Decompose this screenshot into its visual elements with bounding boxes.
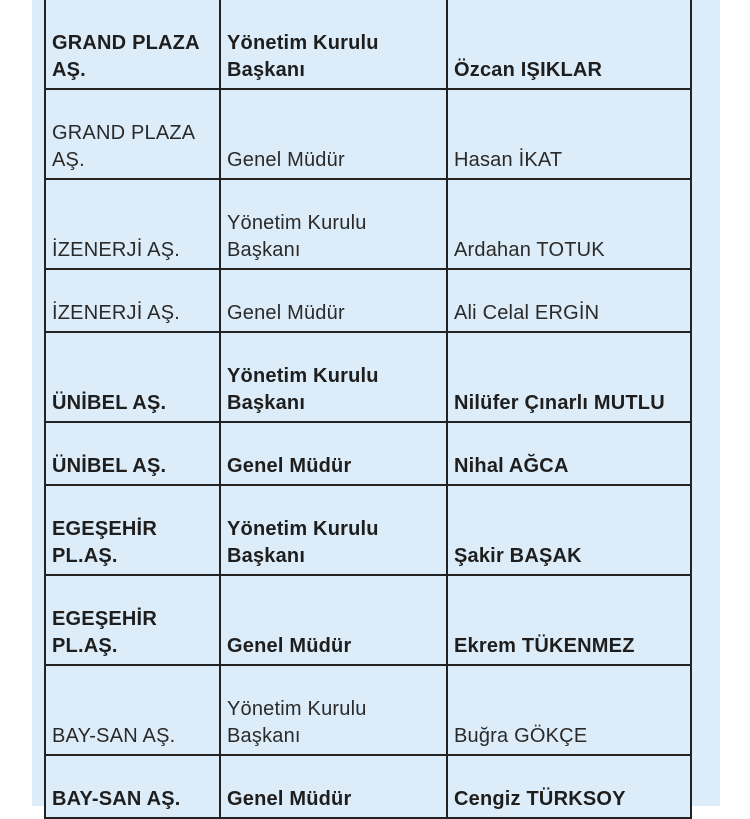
- table-row: [45, 422, 691, 485]
- person-name-cell: Hasan İKAT: [447, 89, 691, 179]
- position-cell: Genel Müdür: [220, 755, 447, 818]
- person-name-cell: Ardahan TOTUK: [447, 179, 691, 269]
- company-cell: İZENERJİ AŞ.: [45, 179, 220, 269]
- person-name-cell: Ali Celal ERGİN: [447, 269, 691, 332]
- person-name-cell: Buğra GÖKÇE: [447, 665, 691, 755]
- person-name-cell: Nilüfer Çınarlı MUTLU: [447, 332, 691, 422]
- table-row: [45, 0, 691, 89]
- table-row: [45, 665, 691, 755]
- person-name-cell: Cengiz TÜRKSOY: [447, 755, 691, 818]
- person-name-cell: Özcan IŞIKLAR: [447, 0, 691, 89]
- table-row: [45, 89, 691, 179]
- position-cell: Genel Müdür: [220, 422, 447, 485]
- company-cell: İZENERJİ AŞ.: [45, 269, 220, 332]
- company-cell: GRAND PLAZA AŞ.: [45, 0, 220, 89]
- position-cell: Yönetim Kurulu Başkanı: [220, 179, 447, 269]
- position-cell: Yönetim Kurulu Başkanı: [220, 485, 447, 575]
- table-row: [45, 179, 691, 269]
- table-row: [45, 332, 691, 422]
- position-cell: Genel Müdür: [220, 89, 447, 179]
- company-cell: ÜNİBEL AŞ.: [45, 332, 220, 422]
- company-cell: EGEŞEHİR PL.AŞ.: [45, 575, 220, 665]
- company-cell: ÜNİBEL AŞ.: [45, 422, 220, 485]
- position-cell: Genel Müdür: [220, 269, 447, 332]
- table-row: [45, 269, 691, 332]
- company-cell: EGEŞEHİR PL.AŞ.: [45, 485, 220, 575]
- executives-table: [44, 0, 692, 819]
- company-cell: BAY-SAN AŞ.: [45, 755, 220, 818]
- position-cell: Yönetim Kurulu Başkanı: [220, 332, 447, 422]
- table-row: [45, 575, 691, 665]
- person-name-cell: Şakir BAŞAK: [447, 485, 691, 575]
- position-cell: Yönetim Kurulu Başkanı: [220, 665, 447, 755]
- person-name-cell: Ekrem TÜKENMEZ: [447, 575, 691, 665]
- company-cell: GRAND PLAZA AŞ.: [45, 89, 220, 179]
- position-cell: Yönetim Kurulu Başkanı: [220, 0, 447, 89]
- position-cell: Genel Müdür: [220, 575, 447, 665]
- executives-table-body: [45, 0, 691, 818]
- table-row: [45, 485, 691, 575]
- table-row: [45, 755, 691, 818]
- company-cell: BAY-SAN AŞ.: [45, 665, 220, 755]
- person-name-cell: Nihal AĞCA: [447, 422, 691, 485]
